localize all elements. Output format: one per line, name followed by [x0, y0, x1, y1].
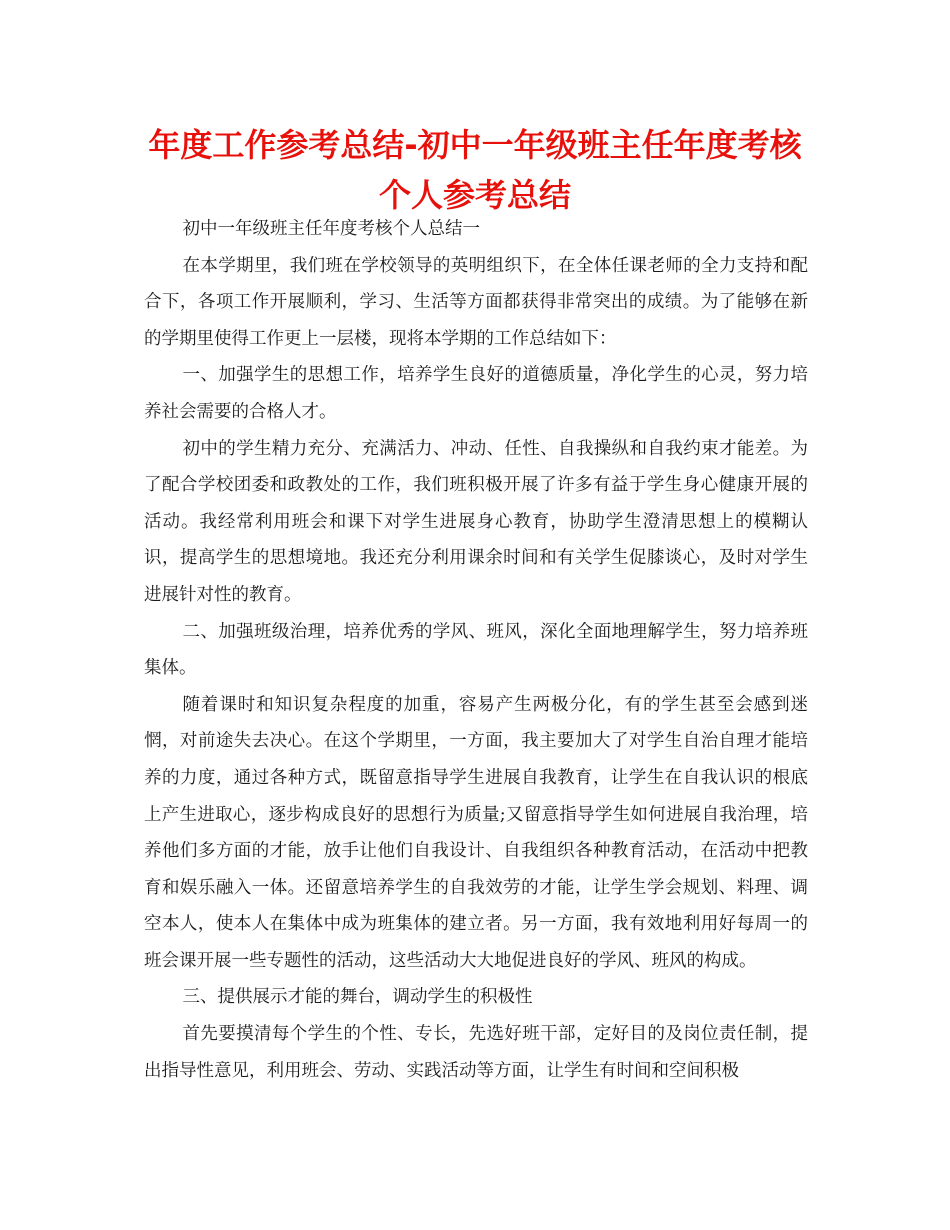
body-paragraph: 首先要摸清每个学生的个性、专长，先选好班干部，定好目的及岗位责任制，提出指导性意见，利用班会、劳动、实践活动等方面，让学生有时间和空间积极: [144, 1024, 808, 1081]
subtitle-paragraph: 初中一年级班主任年度考核个人总结一: [182, 219, 480, 239]
section-heading-1: 一、加强学生的思想工作，培养学生良好的道德质量，净化学生的心灵，努力培养社会需要的合格人才。: [144, 365, 808, 422]
section-heading-3: 三、提供展示才能的舞台，调动学生的积极性: [182, 987, 533, 1008]
title-line-2: 个人参考总结: [378, 176, 571, 214]
document-body: [144, 211, 808, 1089]
body-paragraph: 初中的学生精力充分、充满活力、冲动、任性、自我操纵和自我约束才能差。为了配合学校团委和政教处的工作，我们班积极开展了许多有益于学生身心健康开展的活动。我经常利用班会和课下对学生进展身心教育，协助学生澄清思想上的模糊认识，提高学生的思想境地。我还充分利用课余时间和有关学生促膝谈心，及时对学生进展针对性的教育。: [144, 438, 808, 605]
document-title: [130, 120, 820, 220]
body-paragraph: 在本学期里，我们班在学校领导的英明组织下，在全体任课老师的全力支持和配合下，各项工作开展顺利，学习、生活等方面都获得非常突出的成绩。为了能够在新的学期里使得工作更上一层楼，现将本学期的工作总结如下：: [144, 255, 808, 349]
body-paragraph: 随着课时和知识复杂程度的加重，容易产生两极分化，有的学生甚至会感到迷惘，对前途失去决心。在这个学期里，一方面，我主要加大了对学生自治自理才能培养的力度，通过各种方式，既留意指导学生进展自我教育，让学生在自我认识的根底上产生进取心，逐步构成良好的思想行为质量;又留意指导学生如何进展自我治理，培养他们多方面的才能，放手让他们自我设计、自我组织各种教育活动，在活动中把教育和娱乐融入一体。还留意培养学生的自我效劳的才能，让学生学会规划、料理、调空本人，使本人在集体中成为班集体的建立者。另一方面，我有效地利用好每周一的班会课开展一些专题性的活动，这些活动大大地促进良好的学风、班风的构成。: [144, 694, 808, 971]
section-heading-2: 二、加强班级治理，培养优秀的学风、班风，深化全面地理解学生，努力培养班集体。: [144, 621, 808, 679]
title-line-1: 年度工作参考总结-初中一年级班主任年度考核: [148, 126, 802, 164]
